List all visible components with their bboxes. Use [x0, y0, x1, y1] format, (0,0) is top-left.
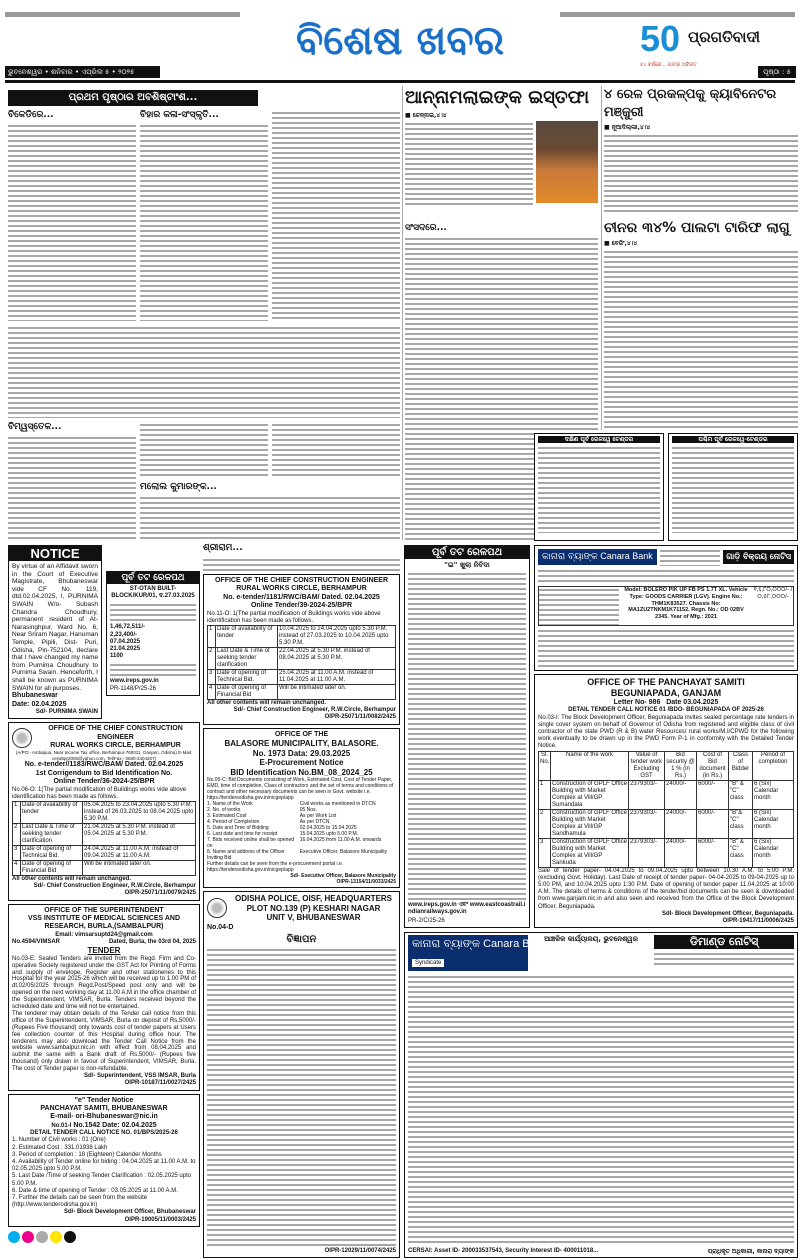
- notice-date: Date: 02.04.2025: [12, 700, 67, 708]
- rwc-corrigendum-2: [203, 574, 400, 725]
- rwc-foot: All other contents will remain unchanged.: [12, 875, 132, 882]
- tariff-dateline: ■ ବେଜିଂ,୪।୪: [604, 240, 638, 248]
- table-header: Value of tender work Excluding GST: [629, 751, 665, 780]
- beguniapada-tender: [534, 674, 798, 928]
- table-cell: Last Date & Time of seeking tender clarification: [21, 823, 83, 845]
- table-cell: 6000/-: [697, 780, 729, 809]
- table-cell: Date of opening of Financial Bid: [21, 860, 83, 875]
- odisha-police-advert: [203, 891, 400, 1258]
- police-no: No.04-D: [207, 923, 234, 931]
- bal-bid: BID Identification No.BM_08_2024_25: [230, 767, 373, 777]
- table-cell: "B" & "C" class: [729, 780, 753, 809]
- middle-ads-column: [203, 543, 400, 1258]
- table-row: [208, 685, 396, 700]
- table-header: Period of completion: [753, 751, 794, 780]
- rwc-table: [12, 801, 196, 876]
- item-value: 02.04.2025 to 15.04.2025: [299, 825, 357, 832]
- rail-dateline: ■ ନୂଆଦିଲ୍ଲୀ,୪।୪: [604, 124, 651, 131]
- bal-foot: Further details can be seen from the e-procurement portal i.e. https://tendersodisha.gov.in/nicgep/app: [207, 861, 344, 874]
- item-label: 4. Period of Completion: [207, 819, 260, 826]
- item-label: 5. Date and Time of Bidding: [207, 825, 269, 832]
- item-value: 05 Nos.: [299, 807, 317, 814]
- table-cell: Construction of GPLF Office Building with Market Complex at Vill/GP Sumandala: [552, 780, 627, 808]
- item-value: 16.04.2025 from 11.00 A.M. onwards: [299, 837, 382, 844]
- rwc2-online: Online Tender/39-2024-25/BPR: [250, 602, 353, 610]
- table-cell: "B" & "C" class: [729, 838, 753, 867]
- story-text: [8, 123, 136, 321]
- bbsr-sign: Sd/- Block Development Officer, Bhubaneswar: [63, 1209, 196, 1216]
- notice-sign: Sd/- PURNIMA SWAIN: [35, 708, 98, 715]
- table-row: [208, 648, 396, 670]
- list-item: 2. Estimated Cost : 331.01938 Lakh: [12, 1144, 108, 1151]
- story-text: [8, 435, 136, 540]
- beg-sign: Sdl- Block Development Officer, Beguniapada.: [661, 910, 794, 917]
- table-cell: 6000/-: [697, 809, 729, 838]
- rwc2-oipr: OIPR-25071/11/0082/2425: [324, 714, 396, 721]
- notice-body: By virtue of an Affidavit sworn in the Court of Executive Magistrate, Bhubaneswar vide CF No. 119, dtd.02.04.2025, I, PURNIMA SWAIN W/o- Subash Chandra Choudhury, permanent resident of At- Narasinghpur, Ward No. 6, Near Sriram Nagar, Hanuman Temple, Pipili, Dist- Puri, Odisha, Pin-752104, declare that I have changed my name from Purnima Choudhury to Purnima Swain. Henceforth, I shall be known as PURNIMA SWAIN for all purposes.: [12, 563, 98, 692]
- item-value: As per Work List: [299, 813, 337, 820]
- vimsar-tender-title: TENDER: [87, 946, 121, 956]
- table-cell: Will be intimated later on.: [83, 860, 196, 875]
- beg-date: Date 03.04.2025: [666, 699, 719, 706]
- section-title: ବିଶେଷ ଖବର: [295, 18, 505, 64]
- table-header: Cost of Bid document (in Rs.): [697, 751, 729, 780]
- rwc-oipr: OIPR-25071/11/0079/2425: [124, 890, 196, 897]
- bal-intro: No.05-C: Bid Documents consisting of Work, Estimated Cost, Cost of Tender Paper, EMD, time of completion, Class of contractors and the set of terms and conditions of contract and other necessary documents can be seen in Govt. website i.e. https://tendersodisha.gov.in/nicgep/app: [207, 777, 394, 802]
- table-cell: 22.04.2025 at 5.30 P.M. instead of 08.04.2025 at 5.30 P.M.: [278, 648, 396, 670]
- tariff-headline: ଚୀନର ୩୪% ପାଲଟା ଟାରିଫ ଲାଗୁ: [604, 220, 790, 237]
- header-rule-right: [560, 12, 795, 17]
- table-cell: Construction of GPLF Office Building with Market Complex at Vill/GP Sankuda: [552, 838, 627, 866]
- table-row: [13, 845, 196, 860]
- table-cell: Date of opening of Financial Bid: [216, 685, 278, 700]
- story-head-bkd: ବିକେଡିରେ...: [8, 110, 54, 120]
- name-change-notice: [8, 545, 102, 719]
- rwc-office: OFFICE OF THE CHIEF CONSTRUCTION ENGINEER: [48, 725, 183, 741]
- ecor-tender-notice: [106, 571, 200, 696]
- table-cell: 2: [208, 648, 216, 670]
- table-cell: 2: [13, 823, 21, 845]
- table-header: Name of the work: [551, 751, 629, 780]
- notice-place: Bhubaneswar: [12, 692, 58, 700]
- story-text: [8, 325, 400, 418]
- table-cell: 24000/-: [665, 780, 697, 809]
- dateline: ଭୁବନେଶ୍ୱର • ଶନିବାର • ଏପ୍ରିଲ ୫ • ୨୦୨୫: [5, 66, 160, 78]
- rwc2-foot: All other contents will remain unchanged.: [207, 700, 327, 707]
- rwc-circle: RURAL WORKS CIRCLE, BERHAMPUR: [50, 741, 181, 749]
- list-item: 7. Further the details can be seen from the website (http://www.tenderodisha.gov.in): [12, 1194, 148, 1209]
- table-header: Sl. No.: [539, 751, 551, 780]
- canara1-logo: Canara Bank: [600, 551, 653, 561]
- table-cell: Date of opening of Technical Bid.: [216, 670, 278, 685]
- table-cell: Last Date & Time of seeking tender clarification: [216, 648, 278, 670]
- table-cell: 2379303/-: [629, 838, 665, 867]
- ecor-date2: 21.04.2025: [110, 646, 141, 653]
- police-l1: ODISHA POLICE, OISF, HEADQUARTERS: [234, 894, 393, 904]
- list-item: 5. Last Date /Time of seeking Tender Clarification : 02.05.2025 upto 5.00 P.M.: [12, 1173, 192, 1187]
- bbsr-t: "e" Tender Notice: [74, 1096, 134, 1104]
- police-head: ବିଜ୍ଞାପନ: [286, 933, 317, 945]
- table-cell: 1: [539, 780, 551, 809]
- header-divider: [5, 80, 795, 83]
- ecor-date1: 07.04.2025: [110, 638, 141, 645]
- continued-banner: ପ୍ରଥମ ପୃଷ୍ଠାର ଅବଶିଷ୍ଟାଂଶ...: [8, 90, 258, 106]
- item-label: 2. No. of works: [207, 807, 241, 814]
- railway-tender-box-a: [534, 433, 664, 541]
- table-cell: 10.04.2025 to 24.04.2025 upto 5.30 P.M. instead of 27.03.2025 to 10.04.2025 upto 5.30 P.M.: [278, 626, 396, 648]
- story-text: [140, 123, 268, 321]
- bbsr-no0: No.01-I: [51, 1122, 72, 1129]
- vimsar-no: No.4594/VIMSAR: [12, 938, 61, 945]
- table-header: Bid security @ 1 % (in Rs.): [666, 751, 695, 779]
- story-text: [272, 422, 400, 478]
- item-value: As per DTCN: [299, 819, 330, 826]
- canara1-od: କାନାରା ବ୍ୟାଙ୍କ: [542, 552, 598, 562]
- list-item: 3. Period of completion : 18 (Eighteen) Calender Months: [12, 1151, 162, 1158]
- table-cell: 3: [13, 845, 21, 860]
- table-row: [539, 780, 794, 809]
- notice-title: NOTICE: [9, 546, 101, 561]
- canara-demand-notice: [404, 932, 798, 1258]
- rwc-online: Online Tender/36-2024-25/BPR: [53, 778, 155, 786]
- ecor2-ref: PR-2/C/25-26: [408, 918, 445, 925]
- annamalai-photo: [536, 121, 598, 203]
- story-text: [140, 495, 400, 540]
- annamalai-headline: ଆନ୍ନାମଲାଇଙ୍କ ଇସ୍ତଫା: [405, 87, 590, 108]
- right-ads-area: [404, 545, 798, 1258]
- item-label: 3. Estimated Cost: [207, 813, 247, 820]
- ecor-title: ପୂର୍ବ ତଟ ରେଳପଥ: [107, 572, 199, 584]
- story-text: [203, 557, 400, 571]
- table-row: [208, 626, 396, 648]
- ecor-sub: ST-OTAN BUILT-BLOCK/KUR/01, ଦ.27.03.2025: [111, 586, 195, 600]
- canara2-logo: Canara Bank: [483, 938, 548, 951]
- rwc2-sign: Sd/- Chief Construction Engineer, R.W.Circle, Berhampur: [233, 707, 396, 714]
- advert-text: [207, 947, 396, 1247]
- box-b-title: ପଶ୍ଚିମ ପୂର୍ବ ରେଳୱେ-ଟେଣ୍ଡର: [672, 436, 794, 443]
- vimsar-tender: [8, 904, 200, 1091]
- story-head-sriram: ଶ୍ରୀରାମ...: [203, 543, 243, 553]
- police-l2: PLOT NO.139 (P) KESHARI NAGAR: [246, 903, 381, 913]
- rwc-corrigendum: 1st Corrigendum to Bid Identification No.: [35, 769, 173, 777]
- beg-table: [538, 751, 794, 868]
- rwc-intro: No.06-O: 1(The partial modification of Buildings works vide above identification has been made as follows.: [12, 786, 187, 800]
- demand-title: ଡିମାଣ୍ଡ ନୋଟିସ୍: [654, 935, 794, 949]
- advert-text: [408, 974, 794, 1245]
- table-cell: 6 (Six) Calendar month: [753, 838, 794, 867]
- beg-l2: BEGUNIAPADA, GANJAM: [610, 688, 722, 698]
- bbsr-l1: PANCHAYAT SAMITI, BHUBANESWAR: [40, 1104, 168, 1112]
- beg-detail: DETAIL TENDER CALL NOTICE 01 /BDO- BEGUNIAPADA OF 2025-26: [568, 707, 764, 714]
- table-row: [13, 860, 196, 875]
- anniversary-logo: 50: [640, 18, 681, 59]
- rwc-number: No. e-tender//1183/RWC/BAM/ Dated. 02.04.2025: [24, 761, 184, 769]
- rwc2-circle: RURAL WORKS CIRCLE, BERHAMPUR: [236, 585, 367, 593]
- vimsar-oipr: OIPR-10187/11/0027/2425: [124, 1080, 196, 1087]
- item-value: Civil works as mentioned in DTCN: [299, 801, 376, 808]
- table-cell: 2379303/-: [629, 780, 665, 809]
- table-cell: "B"& "C" class: [729, 809, 753, 838]
- vimsar-l2: VSS INSTITUTE OF MEDICAL SCIENCES AND RESEARCH, BURLA,(SAMBALPUR): [27, 914, 181, 931]
- police-emblem-icon: [207, 898, 227, 918]
- beg-foot: Sale of tender paper- 04.04.2025 to 09.04.2025 upto between 10.30 A.M. to 5:00 P.M. (excluding Govt. Holiday). Last Date of receipt of tender paper- 04-04-2025 to 09-04-2025 up to 5:00 PM, and 10.04.2025 upto 1:30 P.M. Date of opening of tender paper 11.04.2025 at 10:00 A.M. The details of terms & conditions of the tender/bid documents can be seen & downloaded from www.ganjam.nic.in and also seen and received from the Office of the Block Development Officer, Beguniapada.: [538, 867, 794, 910]
- box-a-title: ଦକ୍ଷିଣ ପୂର୍ବ ରେଳୱେ ଟେଣ୍ଡର: [538, 436, 660, 443]
- item-label: 6. Last date and time for receipt: [207, 831, 278, 838]
- table-cell: 05.04.2025 to 23.04.2025 upto 5.30 P.M. instead of 26.03.2025 to 08.04.2025 upto 5.30 P.M.: [83, 801, 196, 823]
- table-cell: 25.04.2025 at 11.00 A.M. instead of 11.04.2025 at 11.00 A.M.: [278, 670, 396, 685]
- rwc2-intro: No.11-O: 1(The partial modification of Buildings works vide above identification has been made as follows.: [207, 610, 381, 624]
- rwc-sign: Sd/- Chief Construction Engineer, R.W.Circle, Berhampur: [33, 883, 196, 890]
- balasore-eprocurement: [203, 728, 400, 888]
- bal-l1: OFFICE OF THE: [274, 730, 329, 738]
- list-item: [207, 837, 396, 849]
- beg-intro: No.03-I: The Block Development Officer, Beguniapada invites sealed percentage rate tenders in single cover system on behalf of Governor of Odisha from registered and eligible class of civil contractor of the state PWD (R & B) water Resources/ rural works/M.I/CPWD for the following work eventually to be drawn up in the PWD Form P-1 in conformity with the Detailed Tender Notice.: [538, 714, 794, 750]
- rwc2-table: [207, 625, 396, 700]
- odisha-seal-icon: [12, 728, 32, 748]
- vehicle-details: Model: BOLERO PIK UP FB PS 1.7T XL. Vehicle Type: GOODS CARRIER (LGV). Engine No.: THM1K83527. Chassis No: MA1ZU2TNKM1K71152. Regn. No.: OD 02BV 2345. Year of Mfg.: 2021: [624, 587, 748, 621]
- bhubaneswar-etender: [8, 1094, 200, 1227]
- beg-oipr: OIPR-19417/11/0006/2425: [722, 918, 794, 925]
- table-row: [208, 670, 396, 685]
- canara1-notice: ଗାଡ଼ି ବିକ୍ରୟ ନୋଟିସ: [723, 550, 794, 564]
- vimsar-l1: OFFICE OF THE SUPERINTENDENT: [44, 906, 164, 914]
- table-row: [539, 838, 794, 867]
- registration-color-marks: [8, 1230, 200, 1242]
- ecor2-title: ପୂର୍ବ ତଟ ରେଳପଥ: [405, 546, 529, 559]
- table-cell: 24000/-: [665, 838, 697, 867]
- item-value: 15.04.2025 upto 5.00 P.M.: [299, 831, 359, 838]
- bbsr-oipr: OIPR-19005/11/0003/2425: [124, 1216, 196, 1223]
- story-text: [272, 110, 400, 321]
- header-rule-left: [5, 12, 240, 17]
- table-cell: 3: [539, 838, 551, 867]
- list-item: 6. Date & time of opening of Tender : 03.05.2025 at 11.00 A.M.: [12, 1187, 178, 1194]
- vimsar-p1: No.03-E: Sealed Tenders are invited from the Regd. Firm and Co-operative Society registered under the GST Act for Printing of Forms and supply of envelope, Register and other stationeries to this Hospital for the year 2025-26 which will be received up to 1.00 PM of dt.02/05/2025 through Regd.Post/Speed post only and will be opened on the next working day at 11.00 A.M in the office chamber of the Superintendent, VIMSAR, Burla. Tenders received beyond the scheduled date and time will not be entertained.: [12, 955, 196, 1011]
- beg-letter: Letter No- 986: [613, 699, 661, 706]
- page-number: ପୃଷ୍ଠା : ୫: [758, 66, 796, 78]
- ecor-emd: 2,23,400/-: [110, 631, 138, 638]
- list-item: 4. Availability of Tender online for biding : 04.04.2025 at 11.00 A.M. to 02.05.2025 upto 5.00 P.M.: [12, 1158, 196, 1173]
- vimsar-dated: Dated, Burla, the 03rd 04, 2025: [108, 938, 196, 945]
- police-l3: UNIT V, BHUBANESWAR: [266, 913, 361, 923]
- rail-headline: ୪ ରେଳ ପ୍ରକଳ୍ପକୁ କ୍ୟାବିନେଟର ମଞ୍ଜୁରୀ: [604, 87, 777, 120]
- table-cell: 2379303/-: [629, 809, 665, 838]
- ecor2-sub: "ଇ" ଖୁଲା ନିବିଦା: [444, 561, 490, 569]
- bal-ep: E-Procurement Notice: [259, 758, 344, 768]
- rail-tariff-stories: [604, 86, 798, 430]
- story-text: [140, 422, 268, 478]
- bal-no: No. 1973 Data: 29.03.2025: [252, 748, 351, 758]
- item-value: Executive Officer, Balasore Municipality: [299, 849, 388, 856]
- canara2-office: ଆଞ୍ଚଳିକ କାର୍ଯ୍ୟାଳୟ, ଭୁବନେଶ୍ୱର: [544, 935, 638, 944]
- canara-vehicle-sale: [534, 545, 798, 671]
- table-cell: 6 (Six) Calendar month: [753, 780, 794, 809]
- story-head-manoj: ମଲୋଲ କୁମାରଙ୍କ...: [140, 482, 217, 492]
- rwc-address: (A/PO:- Ambapua, Near Income Tax office, Berhampur-760011, Ganjam, Odisha) E-Mail: cerwbpr2006@yahoo.com, Tel/Fax:- 0680-2404207): [15, 750, 193, 761]
- advert-text: [408, 571, 526, 899]
- police-oipr: OIPR-12029/11/0074/2425: [324, 1247, 396, 1254]
- bbsr-no: No.1542 Date: 02.04.2025: [73, 1121, 157, 1129]
- table-row: [13, 801, 196, 823]
- sansad-head: ସଂସଦରେ...: [405, 223, 447, 234]
- item-label: 1. Name of the Work: [207, 801, 253, 808]
- table-cell: 1: [208, 626, 216, 648]
- vimsar-email: Email: vimsarsuptd24@gmail.com: [55, 931, 153, 938]
- annamalai-dateline: ■ ଚେନ୍ନାଇ,୪।୪: [405, 112, 447, 119]
- table-cell: 4: [13, 860, 21, 875]
- canara2-od: କାନାରା ବ୍ୟାଙ୍କ: [412, 937, 481, 951]
- vimsar-sign: Sd/- Superintendent, VSS IMSAR, Burla: [83, 1073, 196, 1080]
- ecor-etender-notice: [404, 545, 530, 928]
- story-text: [604, 249, 798, 430]
- anniversary-tagline: ୫୪ ବର୍ଷରେ... ଯାତ୍ରା ଅବିରତ: [640, 62, 697, 68]
- vimsar-p2: The tenderer may obtain details of the Tender call notice from this office of the Superintendent, VIMSAR, Burla on deposit of Rs.5000/- (Rupees Five thousand) only towards cost of tender papers at Users fee collection counter of this Hospital during office hour. The tenderers may also download the Tender Call Notice from the website www.sambalpur.nic.in with effect from 08.04.2025 and submit the same with a Bank draft of Rs.5000/- (Rupees five thousand) only drawn in favour of Superintendent, VIMSAR, Burla. The cost of Tender paper is non-refundable.: [12, 1010, 196, 1073]
- table-cell: 6 (Six) Calendar month: [753, 809, 794, 838]
- bal-l2: BALASORE MUNICIPALITY, BALASORE.: [224, 739, 379, 749]
- table-cell: Date of availability of tender: [21, 801, 83, 823]
- rwc2-office: OFFICE OF THE CHIEF CONSTRUCTION ENGINEER: [214, 577, 389, 584]
- table-cell: 3: [208, 670, 216, 685]
- canara2-sign: ପ୍ରାଧିକୃତ ଅଧିକାରୀ, କାନାରା ବ୍ୟାଙ୍କ: [707, 1247, 794, 1255]
- table-cell: Date of availability of tender: [216, 626, 278, 648]
- table-row: [539, 809, 794, 838]
- table-cell: Date of opening of Technical Bid.: [21, 845, 83, 860]
- item-label: 7. Bids received online shall be opened on: [207, 837, 295, 850]
- table-cell: 4: [208, 685, 216, 700]
- cersai-line: CERSAI: Asset ID- 200033537543, Security Interest ID- 400011018...: [408, 1247, 599, 1254]
- table-cell: Construction of GPLF Office Building with Market Complex at Vill/GP Sandhamula: [552, 809, 627, 837]
- table-cell: 6000/-: [697, 838, 729, 867]
- rwc-corrigendum-1: [8, 722, 200, 900]
- vehicle-price: ୧,६,୮୦,୦୦୦/- / ୦,୫୮,୦୦୦/-: [753, 587, 793, 601]
- story-text: [604, 133, 798, 213]
- story-head-bihar: ବିହାର କଳା-ସଂସ୍କୃତି...: [140, 110, 219, 120]
- ecor2-web[interactable]: www.ireps.gov.in ଏବଂ www.eastcoastrail.indianrailways.gov.in: [408, 901, 526, 915]
- bbsr-email: E-mail- ori-Bhubaneswar@nic.in: [50, 1113, 158, 1121]
- ecor-amount: 1,46,72,511/-: [110, 624, 146, 631]
- railway-tender-box-b: [668, 433, 798, 541]
- table-cell: 21.04.2025 at 5.30 P.M. instead of 05.04.2025 at 5.30 P.M.: [83, 823, 196, 845]
- table-cell: 24000/-: [665, 809, 697, 838]
- rwc2-number: No. e-tender/1181/RWC/BAM/ Dated. 02.04.2025: [223, 593, 380, 601]
- table-header: Class of Bidder: [729, 751, 753, 780]
- ecor-website[interactable]: www.ireps.gov.in: [110, 678, 159, 685]
- left-ads-column: [8, 545, 200, 1242]
- story-text: [405, 121, 533, 207]
- list-item: 1. Number of Civil works : 01 (One): [12, 1137, 106, 1144]
- item-label: 8. Name and address of the Officer Inviting Bid: [207, 849, 285, 862]
- story-head-bimstec: ବିମ୍ୱସ୍ତେକ...: [8, 422, 62, 432]
- beg-l1: OFFICE OF THE PANCHAYAT SAMITI: [587, 677, 745, 687]
- table-cell: 24.04.2025 at 11.00 A.M. instead of 09.04.2025 at 11.00 A.M.: [83, 845, 196, 860]
- bbsr-detail: DETAIL TENDER CALL NOTICE NO. 01/BPS/2025-26: [30, 1130, 178, 1137]
- bal-oipr: OIPR-13154/11/0033/2425: [336, 879, 396, 886]
- syndicate-logo: Syndicate: [412, 959, 444, 967]
- ecor-ref: PR-1148/P/25-26: [110, 685, 156, 692]
- table-cell: 2: [539, 809, 551, 838]
- list-item: [207, 849, 396, 861]
- bal-sign: Sd/- Executive Officer, Balasore Municipality: [290, 873, 396, 880]
- ecor-time: 1100: [110, 653, 124, 660]
- brand-logo: ପ୍ରଗତିବାଦୀ: [688, 28, 761, 46]
- table-cell: 1: [13, 801, 21, 823]
- table-cell: Will be intimated later on.: [278, 685, 396, 700]
- table-row: [13, 823, 196, 845]
